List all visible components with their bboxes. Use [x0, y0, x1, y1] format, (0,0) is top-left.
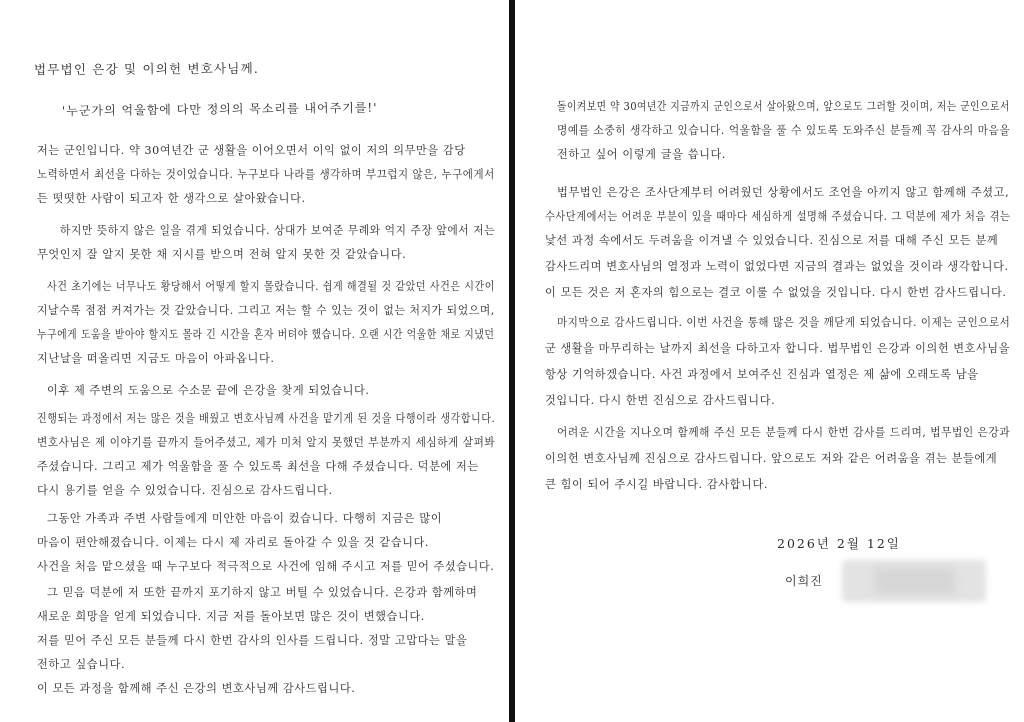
- letter-line: 전하고 싶습니다.: [37, 658, 126, 671]
- letter-line: 법무법인 은강은 조사단계부터 어려웠던 상황에서도 조언을 아끼지 않고 함께해 주셨고,: [557, 186, 1010, 199]
- letter-line: 그동안 가족과 주변 사람들에게 미안한 마음이 컸습니다. 다행히 지금은 많이: [47, 512, 443, 525]
- letter-line: 다시 용기를 얻을 수 있었습니다. 진심으로 감사드립니다.: [37, 484, 333, 497]
- letter-line: 하지만 뜻하지 않은 일을 겪게 되었습니다. 상대가 보여준 무례와 억지 주장 앞에서 저는: [60, 224, 496, 237]
- letter-line: 진행되는 과정에서 저는 많은 것을 배웠고 변호사님께 사건을 맡기게 된 것을 다행이라 생각합니다.: [37, 412, 496, 425]
- letter-line: 새로운 희망을 얻게 되었습니다. 지금 저를 돌아보면 많은 것이 변했습니다.: [37, 610, 425, 623]
- letter-page-right: [515, 0, 1024, 722]
- letter-line: 수사단계에서는 어려운 부분이 있을 때마다 세심하게 설명해 주셨습니다. 그 덕분에 제가 처음 겪는: [545, 210, 1011, 223]
- redacted-signature-shade: [875, 568, 955, 594]
- letter-line: 노력하면서 최선을 다하는 것이었습니다. 누구보다 나라를 생각하며 부끄럽지 않은, 누구에게서: [37, 168, 495, 181]
- letter-line: 변호사님은 제 이야기를 끝까지 들어주셨고, 제가 미처 알지 못했던 부분까지 세심하게 살펴봐: [37, 436, 496, 449]
- letter-line: 감사드리며 변호사님의 열정과 노력이 없었다면 지금의 결과는 없었을 것이라 생각합니다.: [545, 260, 1009, 273]
- letter-line: 돌이켜보면 약 30여년간 지금까지 군인으로서 살아왔으며, 앞으로도 그러할 것이며, 저는 군인으로서: [557, 100, 1010, 113]
- letter-line: 든 떳떳한 사람이 되고자 한 생각으로 살아왔습니다.: [37, 192, 306, 205]
- letter-line: 항상 기억하겠습니다. 사건 과정에서 보여주신 진심과 열정은 제 삶에 오래도록 남을: [545, 368, 979, 381]
- letter-date: 2026년 2월 12일: [777, 536, 901, 551]
- letter-page-left: [0, 0, 509, 722]
- signature-label: 이희진: [785, 574, 823, 588]
- letter-line: 이의헌 변호사님께 진심으로 감사드립니다. 앞으로도 저와 같은 어려움을 겪는 분들에게: [545, 452, 998, 465]
- letter-line: 어려운 시간을 지나오며 함께해 주신 모든 분들께 다시 한번 감사를 드리며, 법무법인 은강과: [557, 426, 1011, 439]
- letter-line: 지난날을 떠올리면 지금도 마음이 아파옵니다.: [37, 352, 275, 365]
- letter-line: 사건을 처음 맡으셨을 때 누구보다 적극적으로 사건에 임해 주시고 저를 믿어 주셨습니다.: [37, 560, 495, 573]
- letter-line: 그 믿음 덕분에 저 또한 끝까지 포기하지 않고 버틸 수 있었습니다. 은강과 함께하며: [47, 586, 478, 599]
- letter-quote: '누군가의 억울함에 다만 정의의 목소리를 내어주기를!': [61, 100, 378, 118]
- letter-line: 누구에게 도움을 받아야 할지도 몰라 긴 시간을 혼자 버텨야 했습니다. 오랜 시간 억울한 채로 지냈던: [37, 328, 495, 341]
- letter-line: 무엇인지 잘 알지 못한 채 지시를 받으며 전혀 알지 못한 것 같았습니다.: [37, 248, 407, 261]
- letter-line: 이 모든 것은 저 혼자의 힘으로는 결코 이룰 수 없었을 것입니다. 다시 한번 감사드립니다.: [545, 286, 1007, 299]
- letter-line: 이 모든 과정을 함께해 주신 은강의 변호사님께 감사드립니다.: [37, 682, 356, 695]
- letter-line: 전하고 싶어 이렇게 글을 씁니다.: [557, 148, 727, 161]
- letter-line: 마음이 편안해졌습니다. 이제는 다시 제 자리로 돌아갈 수 있을 것 같습니다.: [37, 536, 430, 549]
- letter-line: 낯선 과정 속에서도 두려움을 이겨낼 수 있었습니다. 진심으로 저를 대해 주신 모든 분께: [545, 234, 999, 247]
- letter-line: 마지막으로 감사드립니다. 이번 사건을 통해 많은 것을 깨닫게 되었습니다. 이제는 군인으로서: [557, 316, 1011, 329]
- letter-line: 이후 제 주변의 도움으로 수소문 끝에 은강을 찾게 되었습니다.: [47, 384, 370, 397]
- letter-line: 주셨습니다. 그리고 제가 억울함을 풀 수 있도록 최선을 다해 주셨습니다. 덕분에 저는: [37, 460, 479, 473]
- letter-salutation: 법무법인 은강 및 이의헌 변호사님께.: [33, 60, 260, 77]
- letter-line: 명예를 소중히 생각하고 있습니다. 억울함을 풀 수 있도록 도와주신 분들께 꼭 감사의 마음을: [557, 124, 1011, 137]
- letter-line: 것입니다. 다시 한번 진심으로 감사드립니다.: [545, 394, 776, 407]
- letter-line: 저는 군인입니다. 약 30여년간 군 생활을 이어오면서 이익 없이 저의 의무만을 감당: [37, 144, 466, 157]
- letter-line: 사건 초기에는 너무나도 황당해서 어떻게 할지 몰랐습니다. 쉽게 해결될 것 같았던 사건은 시간이: [47, 280, 496, 293]
- letter-line: 군 생활을 마무리하는 날까지 최선을 다하고자 합니다. 법무법인 은강과 이의헌 변호사님을: [545, 342, 1010, 355]
- letter-line: 저를 믿어 주신 모든 분들께 다시 한번 감사의 인사를 드립니다. 정말 고맙다는 말을: [37, 634, 468, 647]
- letter-line: 큰 힘이 되어 주시길 바랍니다. 감사합니다.: [545, 478, 769, 491]
- letter-line: 지날수록 점점 커져가는 것 같았습니다. 그리고 저는 할 수 있는 것이 없는 처지가 되었으며,: [37, 304, 495, 317]
